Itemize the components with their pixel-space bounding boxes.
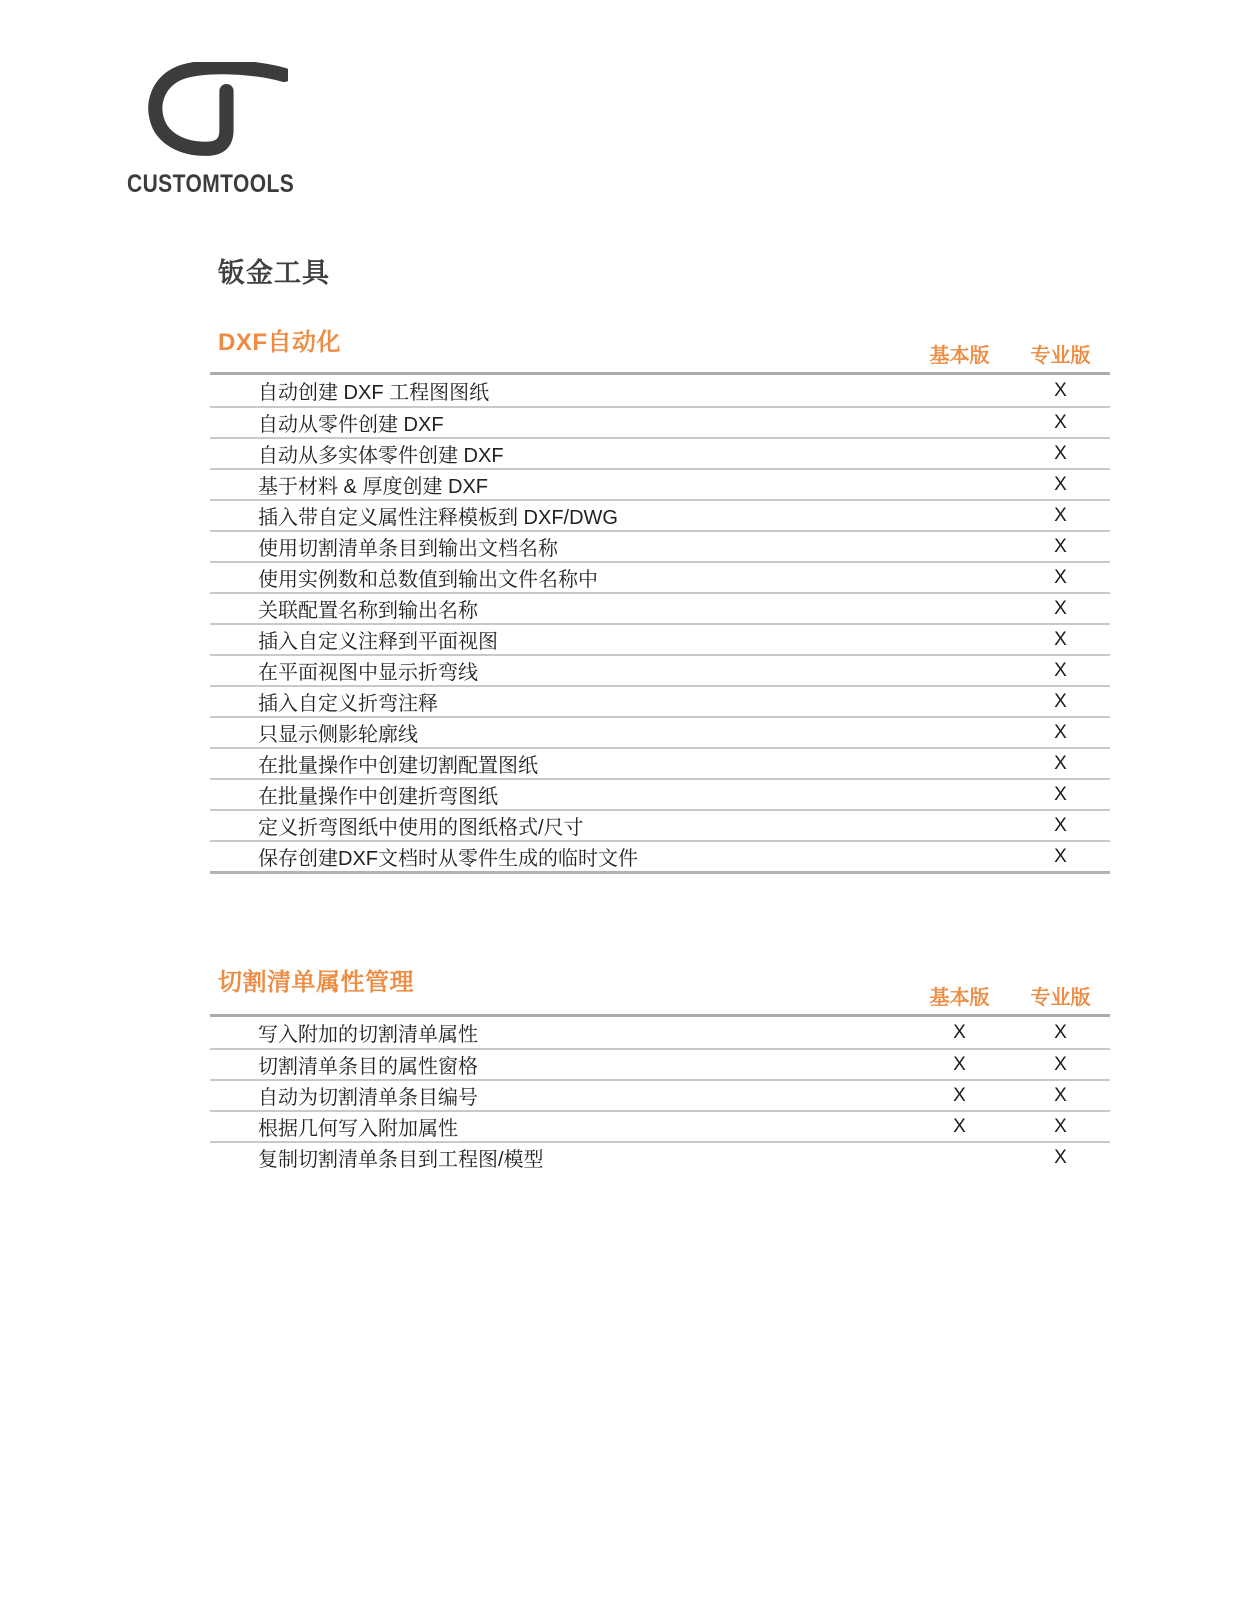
feature-label: 定义折弯图纸中使用的图纸格式/尺寸 bbox=[258, 817, 584, 839]
feature-label: 插入自定义折弯注释 bbox=[258, 693, 438, 715]
feature-table-cutlist-properties bbox=[210, 1014, 1110, 1172]
professional-version-cell: X bbox=[1054, 597, 1067, 619]
feature-label: 在平面视图中显示折弯线 bbox=[258, 662, 478, 684]
professional-version-cell: X bbox=[1054, 1021, 1067, 1043]
table-row bbox=[210, 623, 1110, 654]
feature-label: 保存创建DXF文档时从零件生成的临时文件 bbox=[258, 848, 638, 870]
feature-label: 写入附加的切割清单属性 bbox=[258, 1024, 478, 1046]
feature-label: 自动从多实体零件创建 DXF bbox=[258, 445, 504, 467]
feature-label: 在批量操作中创建折弯图纸 bbox=[258, 786, 498, 808]
table-row bbox=[210, 654, 1110, 685]
feature-label: 基于材料 & 厚度创建 DXF bbox=[258, 476, 489, 498]
column-header-row bbox=[210, 344, 1110, 370]
table-row bbox=[210, 530, 1110, 561]
table-row bbox=[210, 406, 1110, 437]
professional-version-cell: X bbox=[1054, 752, 1067, 774]
feature-label: 复制切割清单条目到工程图/模型 bbox=[258, 1149, 544, 1171]
column-header-pro: 专业版 bbox=[1030, 345, 1091, 367]
professional-version-cell: X bbox=[1054, 442, 1067, 464]
section-title-cutlist-properties: 切割清单属性管理 bbox=[218, 969, 414, 996]
feature-table-dxf-automation bbox=[210, 372, 1110, 874]
professional-version-cell: X bbox=[1054, 721, 1067, 743]
professional-version-cell: X bbox=[1054, 535, 1067, 557]
professional-version-cell: X bbox=[1054, 411, 1067, 433]
table-row bbox=[210, 1017, 1110, 1048]
table-row bbox=[210, 778, 1110, 809]
basic-version-cell: X bbox=[953, 1084, 966, 1106]
professional-version-cell: X bbox=[1054, 566, 1067, 588]
feature-label: 关联配置名称到输出名称 bbox=[258, 600, 478, 622]
feature-label: 使用切割清单条目到输出文档名称 bbox=[258, 538, 558, 560]
table-row bbox=[210, 840, 1110, 871]
professional-version-cell: X bbox=[1054, 783, 1067, 805]
professional-version-cell: X bbox=[1054, 1115, 1067, 1137]
professional-version-cell: X bbox=[1054, 845, 1067, 867]
professional-version-cell: X bbox=[1054, 473, 1067, 495]
table-row bbox=[210, 592, 1110, 623]
table-row bbox=[210, 747, 1110, 778]
feature-label: 使用实例数和总数值到输出文件名称中 bbox=[258, 569, 598, 591]
table-row bbox=[210, 1079, 1110, 1110]
basic-version-cell: X bbox=[953, 1021, 966, 1043]
feature-label: 切割清单条目的属性窗格 bbox=[258, 1056, 478, 1078]
table-row bbox=[210, 1048, 1110, 1079]
table-row bbox=[210, 809, 1110, 840]
column-header-basic: 基本版 bbox=[929, 345, 990, 367]
basic-version-cell: X bbox=[953, 1053, 966, 1075]
column-header-row bbox=[210, 986, 1110, 1012]
table-row bbox=[210, 1141, 1110, 1172]
table-row bbox=[210, 561, 1110, 592]
customtools-logo-icon bbox=[146, 62, 288, 158]
table-row bbox=[210, 468, 1110, 499]
professional-version-cell: X bbox=[1054, 504, 1067, 526]
table-row bbox=[210, 685, 1110, 716]
logo-wordmark: CUSTOMTOOLS bbox=[127, 170, 295, 198]
table-row bbox=[210, 437, 1110, 468]
table-row bbox=[210, 716, 1110, 747]
basic-version-cell: X bbox=[953, 1115, 966, 1137]
column-header-pro: 专业版 bbox=[1030, 987, 1091, 1009]
professional-version-cell: X bbox=[1054, 1053, 1067, 1075]
section-title-dxf-automation: DXF自动化 bbox=[218, 329, 341, 356]
feature-label: 插入自定义注释到平面视图 bbox=[258, 631, 498, 653]
feature-label: 只显示侧影轮廓线 bbox=[258, 724, 418, 746]
professional-version-cell: X bbox=[1054, 659, 1067, 681]
professional-version-cell: X bbox=[1054, 379, 1067, 401]
professional-version-cell: X bbox=[1054, 1146, 1067, 1168]
feature-label: 插入带自定义属性注释模板到 DXF/DWG bbox=[258, 507, 618, 529]
column-header-basic: 基本版 bbox=[929, 987, 990, 1009]
professional-version-cell: X bbox=[1054, 1084, 1067, 1106]
feature-label: 在批量操作中创建切割配置图纸 bbox=[258, 755, 538, 777]
professional-version-cell: X bbox=[1054, 690, 1067, 712]
feature-label: 自动创建 DXF 工程图图纸 bbox=[258, 382, 490, 404]
table-row bbox=[210, 499, 1110, 530]
professional-version-cell: X bbox=[1054, 814, 1067, 836]
table-row bbox=[210, 375, 1110, 406]
feature-label: 自动为切割清单条目编号 bbox=[258, 1087, 478, 1109]
table-row bbox=[210, 1110, 1110, 1141]
page-title: 钣金工具 bbox=[218, 258, 330, 288]
feature-label: 根据几何写入附加属性 bbox=[258, 1118, 458, 1140]
feature-label: 自动从零件创建 DXF bbox=[258, 414, 444, 436]
professional-version-cell: X bbox=[1054, 628, 1067, 650]
